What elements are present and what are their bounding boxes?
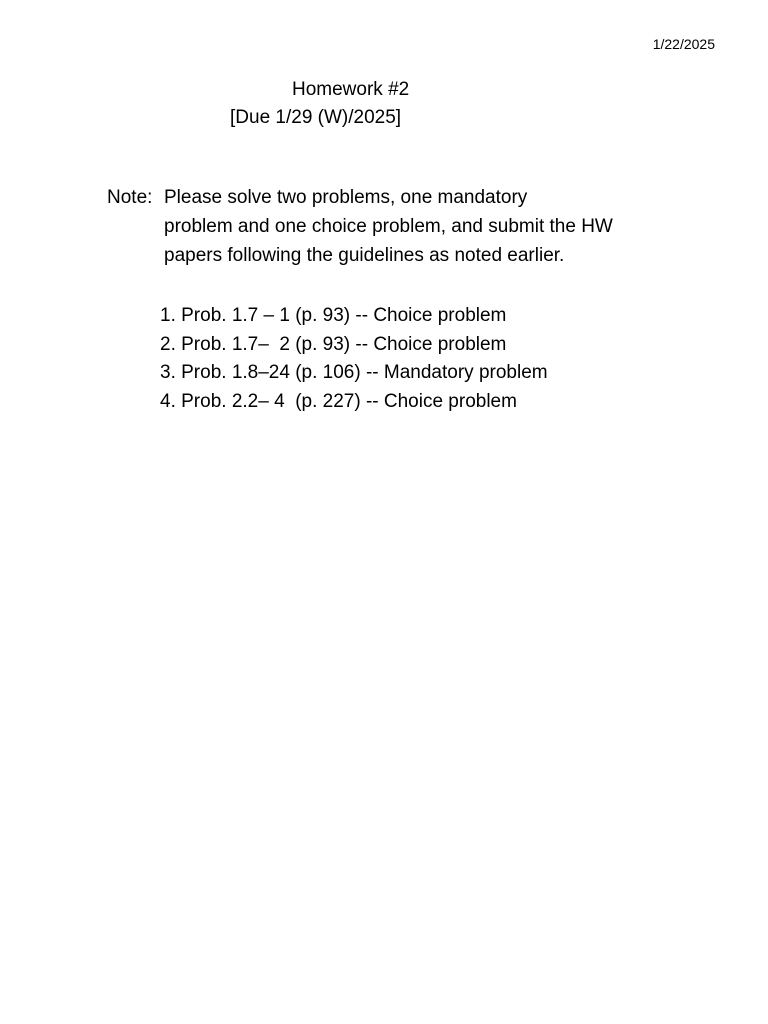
problem-item: 1. Prob. 1.7 – 1 (p. 93) -- Choice problem — [160, 305, 507, 326]
note-line: Please solve two problems, one mandatory — [164, 187, 528, 208]
note-label: Note: — [107, 187, 153, 208]
problem-item: 3. Prob. 1.8–24 (p. 106) -- Mandatory problem — [160, 362, 548, 383]
problem-item: 2. Prob. 1.7– 2 (p. 93) -- Choice problem — [160, 333, 507, 355]
due-date-line: [Due 1/29 (W)/2025] — [230, 107, 402, 128]
note-line: papers following the guidelines as noted earlier. — [164, 245, 565, 266]
note-text — [164, 183, 704, 270]
problem-list — [160, 302, 548, 416]
homework-title: Homework #2 — [292, 79, 410, 100]
document-date: 1/22/2025 — [652, 36, 715, 52]
problem-item: 4. Prob. 2.2– 4 (p. 227) -- Choice problem — [160, 390, 517, 412]
note-line: problem and one choice problem, and submit the HW — [164, 216, 613, 237]
